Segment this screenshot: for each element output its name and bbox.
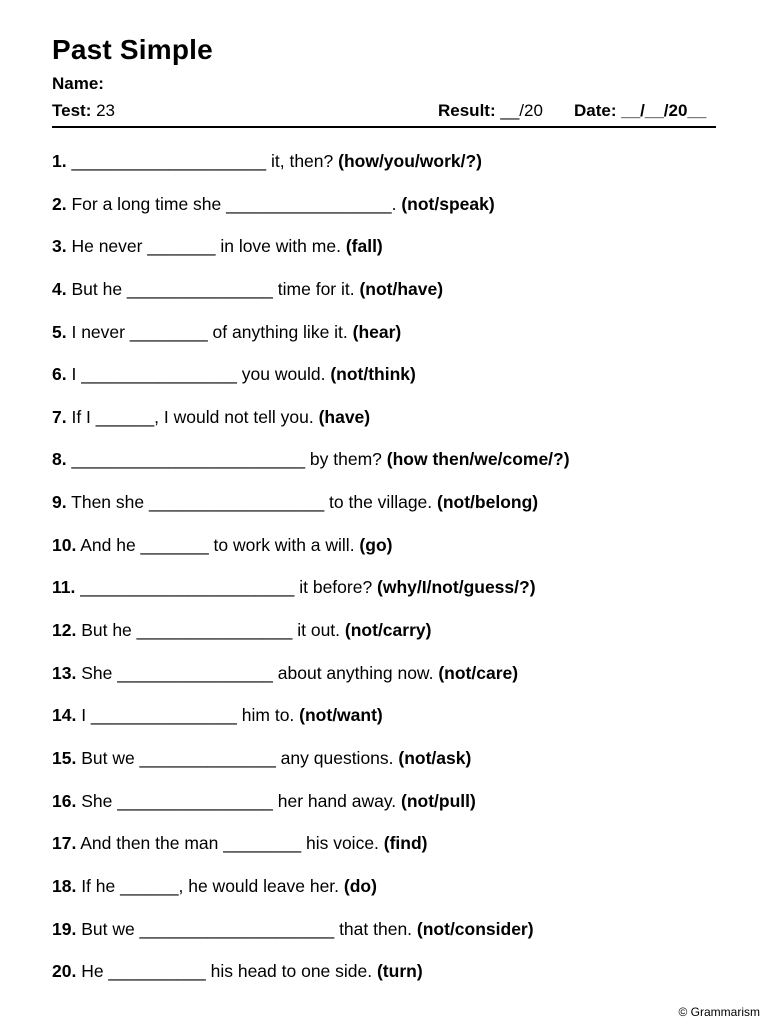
exercise-item — [52, 704, 716, 747]
exercise-item — [52, 790, 716, 833]
exercise-item — [52, 576, 716, 619]
item-hint: (not/speak) — [401, 193, 495, 214]
item-text: ______________________ it before? — [75, 577, 378, 598]
item-hint: (hear) — [352, 321, 402, 342]
exercise-item — [52, 278, 716, 321]
item-number: 19. — [52, 918, 77, 939]
item-hint: (not/carry) — [344, 620, 432, 641]
date-info — [574, 101, 706, 121]
exercise-item — [52, 960, 716, 1003]
item-number: 5. — [52, 321, 67, 342]
item-hint: (how then/we/come/?) — [386, 449, 570, 470]
date-label: Date: — [574, 101, 617, 120]
item-hint: (not/belong) — [437, 492, 539, 513]
item-number: 4. — [52, 278, 67, 299]
copyright-notice: © Grammarism — [678, 1005, 760, 1019]
item-number: 13. — [52, 662, 77, 683]
item-text: I ________________ you would. — [66, 364, 331, 385]
test-info — [52, 101, 115, 121]
item-hint: (not/care) — [438, 662, 519, 683]
item-text: But he ________________ it out. — [76, 620, 345, 641]
item-text: ____________________ it, then? — [66, 151, 339, 171]
item-text: He __________ his head to one side. — [76, 961, 377, 982]
item-number: 10. — [52, 534, 77, 555]
item-number: 6. — [52, 364, 67, 385]
item-text: But we ______________ any questions. — [76, 747, 399, 768]
name-label: Name: — [52, 74, 104, 93]
exercise-item — [52, 448, 716, 491]
exercise-item — [52, 406, 716, 449]
exercise-item — [52, 363, 716, 406]
item-number: 8. — [52, 449, 67, 470]
exercise-item — [52, 150, 716, 193]
item-text: Then she __________________ to the village. — [66, 492, 438, 513]
exercise-item — [52, 918, 716, 961]
result-info — [438, 101, 543, 121]
exercise-list — [52, 150, 716, 1003]
item-hint: (not/pull) — [401, 790, 476, 811]
exercise-item — [52, 875, 716, 918]
item-text: ________________________ by them? — [66, 449, 387, 470]
item-number: 12. — [52, 620, 77, 641]
exercise-item — [52, 747, 716, 790]
exercise-item — [52, 321, 716, 364]
header-divider — [52, 126, 716, 128]
item-number: 7. — [52, 406, 67, 427]
item-hint: (turn) — [376, 961, 423, 982]
item-hint: (go) — [359, 534, 393, 555]
worksheet-page — [52, 0, 716, 1024]
item-text: And then the man ________ his voice. — [76, 833, 384, 854]
item-hint: (not/consider) — [416, 918, 534, 939]
item-text: But we ____________________ that then. — [76, 918, 417, 939]
exercise-item — [52, 832, 716, 875]
item-text: She ________________ her hand away. — [76, 790, 402, 811]
item-text: I _______________ him to. — [76, 705, 300, 726]
exercise-item — [52, 235, 716, 278]
item-hint: (do) — [343, 875, 377, 896]
item-text: I never ________ of anything like it. — [66, 321, 353, 342]
page-title: Past Simple — [52, 34, 213, 65]
item-number: 20. — [52, 961, 77, 982]
item-number: 1. — [52, 151, 67, 171]
item-text: He never _______ in love with me. — [66, 236, 346, 257]
item-number: 15. — [52, 747, 77, 768]
item-text: If I ______, I would not tell you. — [66, 406, 319, 427]
exercise-item — [52, 193, 716, 236]
item-hint: (not/want) — [299, 705, 383, 726]
item-number: 18. — [52, 875, 77, 896]
item-number: 2. — [52, 193, 67, 214]
item-number: 11. — [52, 577, 76, 598]
test-label: Test: — [52, 101, 92, 120]
result-label: Result: — [438, 101, 496, 120]
test-value: 23 — [96, 101, 116, 120]
item-number: 17. — [52, 833, 77, 854]
item-hint: (not/have) — [359, 278, 444, 299]
item-number: 9. — [52, 492, 67, 513]
item-text: She ________________ about anything now. — [76, 662, 439, 683]
item-number: 3. — [52, 236, 67, 257]
item-text: If he ______, he would leave her. — [76, 875, 344, 896]
exercise-item — [52, 662, 716, 705]
date-value: __/__/20__ — [621, 101, 707, 120]
item-hint: (fall) — [345, 236, 383, 257]
item-hint: (have) — [318, 406, 371, 427]
item-hint: (find) — [383, 833, 428, 854]
item-hint: (not/think) — [330, 364, 416, 385]
exercise-item — [52, 619, 716, 662]
item-hint: (not/ask) — [398, 747, 472, 768]
item-hint: (how/you/work/?) — [338, 151, 483, 171]
item-text: But he _______________ time for it. — [66, 278, 360, 299]
item-number: 14. — [52, 705, 77, 726]
item-text: And he _______ to work with a will. — [76, 534, 360, 555]
exercise-item — [52, 491, 716, 534]
item-number: 16. — [52, 790, 77, 811]
exercise-item — [52, 534, 716, 577]
item-text: For a long time she _________________. — [66, 193, 402, 214]
result-value: __/20 — [500, 101, 543, 120]
item-hint: (why/I/not/guess/?) — [377, 577, 536, 598]
